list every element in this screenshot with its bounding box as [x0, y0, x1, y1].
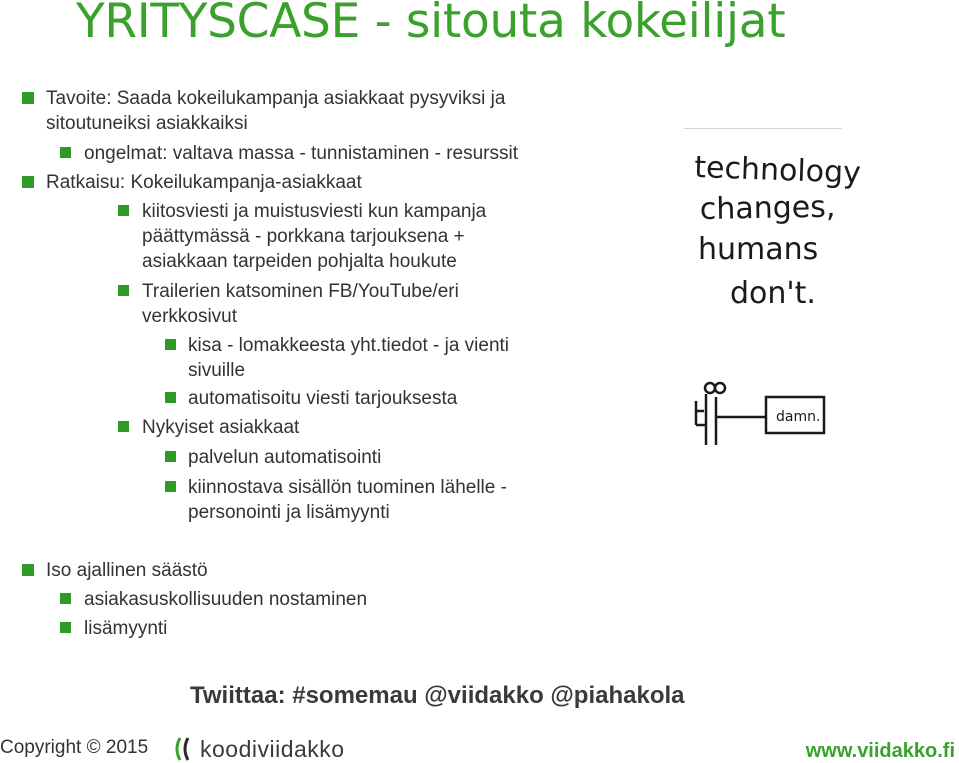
bullet-loyalty: asiakasuskollisuuden nostaminen: [84, 589, 368, 610]
bullet-problems: ongelmat: valtava massa - tunnistaminen - resurssit: [84, 143, 519, 164]
bullet-goal-cont: sitoutuneiksi asiakkaiksi: [46, 113, 248, 134]
bullet-service-automation: palvelun automatisointi: [188, 447, 382, 468]
cartoon-line-1: technology: [693, 150, 862, 191]
cartoon-line-2: changes,: [699, 189, 836, 227]
bullet-thanks-3: asiakkaan tarpeiden pohjalta houkute: [142, 251, 457, 272]
koodiviidakko-logo: [174, 735, 345, 763]
bullet-square-icon: [165, 451, 176, 462]
logo-mark-icon: [174, 735, 200, 763]
bullet-solution: Ratkaisu: Kokeilukampanja-asiakkaat: [46, 172, 362, 193]
bullet-square-icon: [22, 176, 34, 188]
bullet-thanks-2: päättymässä - porkkana tarjouksena +: [142, 226, 465, 247]
bullet-automated-offer: automatisoitu viesti tarjouksesta: [188, 388, 458, 409]
bullet-square-icon: [60, 593, 71, 604]
bullet-square-icon: [60, 622, 71, 633]
cartoon-line-4: don't.: [730, 276, 816, 311]
cartoon-illustration: [684, 128, 862, 447]
stick-figure-icon: [696, 383, 766, 445]
bullet-upsell: lisämyynti: [84, 618, 168, 639]
bullet-contest-1: kisa - lomakkeesta yht.tiedot - ja vienti: [188, 335, 510, 356]
bullet-square-icon: [22, 564, 34, 576]
bullet-current-customers: Nykyiset asiakkaat: [142, 417, 300, 438]
bullet-square-icon: [165, 339, 176, 350]
bullet-square-icon: [118, 205, 129, 216]
bullet-thanks-1: kiitosviesti ja muistusviesti kun kampanja: [142, 201, 487, 222]
bullet-square-icon: [22, 92, 34, 104]
bullet-trailers-1: Trailerien katsominen FB/YouTube/eri: [142, 281, 459, 302]
bullet-content-1: kiinnostava sisällön tuominen lähelle -: [188, 477, 507, 498]
copyright: Copyright © 2015: [0, 737, 149, 758]
logo-text: koodiviidakko: [200, 735, 345, 762]
bullet-goal: Tavoite: Saada kokeilukampanja asiakkaat pysyviksi ja: [46, 88, 506, 109]
bullet-square-icon: [165, 392, 176, 403]
bullet-square-icon: [118, 421, 129, 432]
bullet-content-2: personointi ja lisämyynti: [188, 502, 390, 523]
twitter-hashtag-line: Twiittaa: #somemau @viidakko @piahakola: [190, 682, 685, 709]
bullet-contest-2: sivuille: [188, 360, 246, 381]
cartoon-line-3: humans: [698, 232, 819, 267]
bullet-square-icon: [165, 481, 176, 492]
bullet-square-icon: [118, 285, 129, 296]
bullet-trailers-2: verkkosivut: [142, 306, 238, 327]
cartoon-sign-text: damn.: [776, 409, 821, 425]
bullet-square-icon: [60, 147, 71, 158]
slide-title: YRITYSCASE - sitouta kokeilijat: [76, 0, 786, 49]
website-url[interactable]: www.viidakko.fi: [805, 740, 955, 762]
bullet-time-saving: Iso ajallinen säästö: [46, 560, 208, 581]
